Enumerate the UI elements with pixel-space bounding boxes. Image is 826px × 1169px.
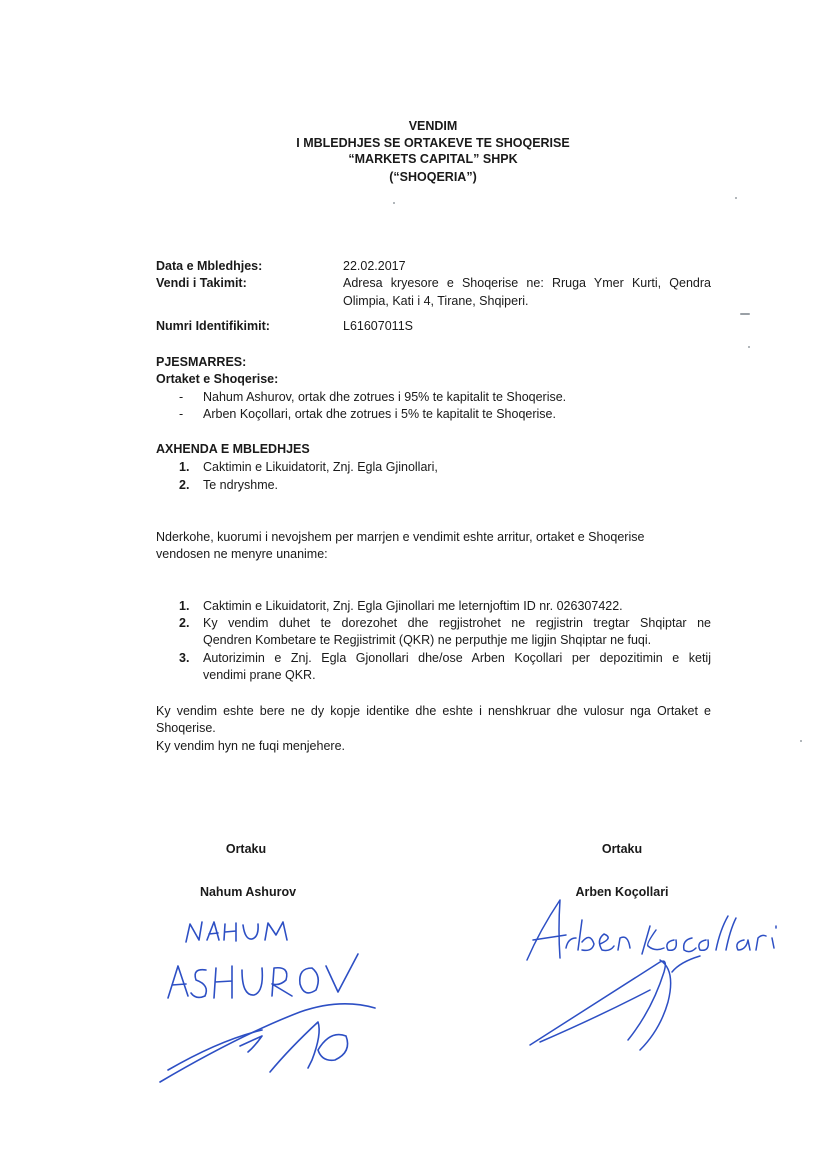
right-signatory-role: Ortaku — [601, 842, 643, 856]
place-value-line2: Olimpia, Kati i 4, Tirane, Shqiperi. — [343, 294, 529, 308]
agenda-item: Caktimin e Likuidatorit, Znj. Egla Gjinollari, — [203, 460, 438, 474]
id-value: L61607011S — [343, 319, 413, 333]
decision-text-cont: vendimi prane QKR. — [203, 668, 316, 682]
document-subtitle: I MBLEDHJES SE ORTAKEVE TE SHOQERISE — [296, 136, 570, 150]
date-label: Data e Mbledhjes: — [156, 259, 263, 273]
left-signatory-role: Ortaku — [225, 842, 267, 856]
scan-speck — [393, 202, 395, 204]
company-alias: (“SHOQERIA”) — [389, 170, 477, 184]
scan-speck — [748, 346, 750, 348]
decision-text: Ky vendim duhet te dorezohet dhe regjistrohet ne regjistrin tregtar Shqiptar ne — [203, 616, 711, 630]
participant-item: Nahum Ashurov, ortak dhe zotrues i 95% te kapitalit te Shoqerise. — [203, 390, 567, 404]
closing-line: Ky vendim hyn ne fuqi menjehere. — [156, 739, 345, 753]
agenda-number: 2. — [179, 478, 190, 492]
decision-text: Caktimin e Likuidatorit, Znj. Egla Gjinollari me leternjoftim ID nr. 026307422. — [203, 599, 623, 613]
left-signatory-name: Nahum Ashurov — [199, 885, 297, 899]
document-title: VENDIM — [408, 119, 458, 133]
participant-item: Arben Koçollari, ortak dhe zotrues i 5% te kapitalit te Shoqerise. — [203, 407, 556, 421]
decision-number: 1. — [179, 599, 190, 613]
place-label: Vendi i Takimit: — [156, 276, 247, 290]
participants-heading: PJESMARRES: — [156, 355, 247, 369]
company-name: “MARKETS CAPITAL” SHPK — [348, 152, 518, 166]
participant-bullet: - — [179, 390, 184, 404]
right-signatory-name: Arben Koçollari — [575, 885, 669, 899]
preamble-line: vendosen ne menyre unanime: — [156, 547, 328, 561]
preamble-line: Nderkohe, kuorumi i nevojshem per marrjen e vendimit eshte arritur, ortaket e Shoqerise — [156, 530, 645, 544]
participant-bullet: - — [179, 407, 184, 421]
agenda-heading: AXHENDA E MBLEDHJES — [156, 442, 310, 456]
decision-text-cont: Qendren Kombetare te Regjistrimit (QKR) ne perputhje me ligjin Shqiptar ne fuqi. — [203, 633, 652, 647]
participants-subheading: Ortaket e Shoqerise: — [156, 372, 279, 386]
id-label: Numri Identifikimit: — [156, 319, 270, 333]
agenda-number: 1. — [179, 460, 190, 474]
decision-text: Autorizimin e Znj. Egla Gjonollari dhe/ose Arben Koçollari per depozitimin e ketij — [203, 651, 711, 665]
decision-number: 3. — [179, 651, 190, 665]
agenda-item: Te ndryshme. — [203, 478, 279, 492]
closing-line: Ky vendim eshte bere ne dy kopje identike dhe eshte i nenshkruar dhe vulosur nga Ortaket e — [156, 704, 711, 718]
decision-number: 2. — [179, 616, 190, 630]
place-value-line1: Adresa kryesore e Shoqerise ne: Rruga Ymer Kurti, Qendra — [343, 276, 711, 290]
closing-line: Shoqerise. — [156, 721, 216, 735]
scan-speck — [800, 740, 802, 742]
date-value: 22.02.2017 — [343, 259, 406, 273]
scan-speck — [740, 313, 750, 315]
scan-speck — [735, 197, 737, 199]
